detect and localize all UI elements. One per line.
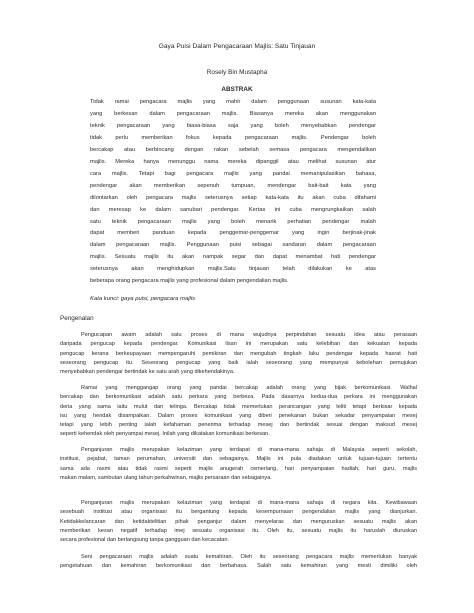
author-name: Rosely Bin Mustapha — [206, 69, 268, 76]
abstract-line: yang berkesan dalam pengacaraan majlis. Biasanya mereka akan menggunakan — [90, 110, 376, 117]
abstract-heading: ABSTRAK — [221, 86, 253, 93]
abstract-line: bercakap atau berbincang dengan rakan sebelah semasa pengacara mengendalikan — [90, 146, 376, 153]
paragraph-line: bercakap dan berkomunikasi adalah satu perkara yang berbeza. Pada dasarnya kedua-dua perkara ini menggunakan — [60, 394, 417, 401]
paragraph — [60, 499, 417, 545]
paragraph-line: Penganjuran majlis merupakan kelaziman yang terdapat di mana-mana sahaja di Malaysia seperti sekolah, — [81, 447, 417, 453]
abstract-body — [90, 97, 376, 288]
keywords: Kata kunci: gaya puisi, pengacara majlis — [90, 296, 196, 302]
paragraph-line: Seni pengacaraan majlis adalah suatu kemahiran. Oleh itu seseorang pengacara majlis memerlukan banyak — [81, 554, 417, 560]
paragraph-line: sesebuah institusi atau organisasi itu bergantung kepada kesempurnaan pengendalian majlis yang dianjurkan. — [60, 509, 417, 516]
abstract-line: beberapa orang pengacara majlis yang profesional dalam pengendalian majlis. — [90, 278, 289, 285]
paragraph — [60, 331, 417, 377]
paper-title: Gaya Puisi Dalam Pengacaraan Majlis: Satu Tinjauan — [158, 43, 316, 50]
abstract-line: dalam pengacaraan majlis. Penggunaan puisi sebagai sandaran dalam pengacaraan — [90, 242, 376, 249]
abstract-line: dan meresap ke dalam sanubari pendengar. Kertas ini cuba mengrungkaikan salah — [90, 206, 376, 213]
abstract-line: satu teknik pengacaraan majlis yang boleh menarik perhatian pendengar malah — [90, 218, 376, 225]
abstract-line: tidak perlu memberikan fokus kepada pengacaraan majlis. Pendengar boleh — [90, 134, 376, 141]
section-heading-pengenalan: Pengenalan — [60, 315, 94, 322]
paragraph — [60, 446, 417, 483]
paragraph-line: menyebabkan pendengar bertindak ke satu arah yang dikehendakinya. — [60, 369, 235, 376]
abstract-line: seterusnya akan menghidupkan majlis.Satu tinjauan telah dilakukan ke atas — [90, 266, 376, 273]
paragraph-line: deria yang sama iaitu mulut dan telinga. Bercakap tidak memerlukan perancangan yang teliti tetapi berkisar kepada — [60, 403, 417, 410]
paragraph-line: Ramai yang menggangap orang yang pandai bercakap adalah orang yang bijak berkomunikasi. Walhal — [81, 385, 417, 391]
abstract-line: dapat memberi panduan kepada penggemar-penggemar yang ingin berjinak-jinak — [90, 230, 376, 237]
paragraph-line: sama ada rasmi atau tidak rasmi seperti majlis anugerah cemerlang, hari penyampaian hadiah, hari guru, majlis — [60, 465, 417, 472]
abstract-line: teknik pengacaraan yang biasa-biasa saja yang boleh menyebabkan pendengar — [90, 122, 376, 129]
paragraph-line: makan malam, sambutan ulang tahun perkahwinan, majlis persaraan dan sebagainya. — [60, 474, 272, 481]
paragraph-line: seperti kehendak oleh penyampai mesej. Inilah yang dikatakan komunikasi berkesan. — [60, 431, 270, 438]
abstract-line: majlis. Sesuatu majlis itu akan nampak segar dan dapat menambat hati pendengar — [90, 254, 376, 261]
paragraph-line: daripada pengucap kepada pendengar. Komunikasi lisan ini merupakan satu kelebihan dan kekuatan kepada — [60, 341, 417, 348]
paragraph-line: Penganjuran majlis merupakan kelaziman yang terdapat di mana-mana sahaja di negara kita. Kewibawaan — [81, 500, 417, 506]
paragraph-line: Ketidakkelancaran dan ketidaktelitian pihak penganjur dalam menyelaras dan menguruskan sesuatu majlis akan — [60, 518, 417, 525]
paragraph-line: pengetahuan dan kemahiran berkomunikasi dan berbahasa. Salah satu kemahiran yang mesti dimiliki oleh — [60, 563, 417, 570]
paragraph — [60, 384, 417, 440]
paragraph-line: seseorang pengucap itu. Seseorang pengucap yang baik ialah seseorang yang mempunyai kebolehan pemujukan — [60, 359, 417, 366]
abstract-line: Tidak ramai pengacara majlis yang mahir dalam penggunaan susunan kata-kata — [90, 99, 376, 105]
abstract-line: dilontarkan oleh pengacara majlis seterusnya setiap kata-kata itu akan cuba difahami — [90, 194, 376, 201]
paragraph-line: institusi, pejabat, taman perumahan, universiti dan sebagainya. Majlis ini pula diadakan untuk tujuan-tujuan tertentu — [60, 456, 417, 463]
paragraph-line: tetapi yang lebih penting ialah kefahaman penerima terhadap mesej dan bertindak sesuai dengan maksud mesej — [60, 422, 417, 429]
paragraph-line: pengucap kerana berkeupayaan mempengaruhi pemikiran dan mengubah tingkah laku pendengar kepada hasrat hati — [60, 350, 417, 357]
paragraph-line: memberikan kesan negatif terhadap imej sesuatu organisasi itu. Oleh itu, sesuatu majlis itu haruslah diuruskan — [60, 527, 417, 534]
abstract-line: majlis. Mereka hanya menunggu nama mereka dipanggil atau melihat susunan atur — [90, 158, 376, 165]
paragraph-line: Pengucapan awam adalah satu proses di mana wujudnya perpindahan sesuatu idea atau perasaan — [81, 332, 417, 338]
abstract-line: pendengar akan memberikan sepenuh tumpuan, mendengar bait-bait kata yang — [90, 182, 376, 189]
abstract-line: cara majlis. Tetapi bagi pengacara majlis yang pandai memanipulasikan bahasa, — [90, 170, 376, 177]
paragraph-line: secara profesional dan berlangsung tanpa gangguan dan kecacatan. — [60, 537, 230, 544]
paragraph-line: isu yang hendak disampaikan. Dalam proses komunikasi yang diberi penekanan bukan sekadar penyampaian mesej — [60, 412, 417, 419]
paragraph — [60, 553, 417, 572]
